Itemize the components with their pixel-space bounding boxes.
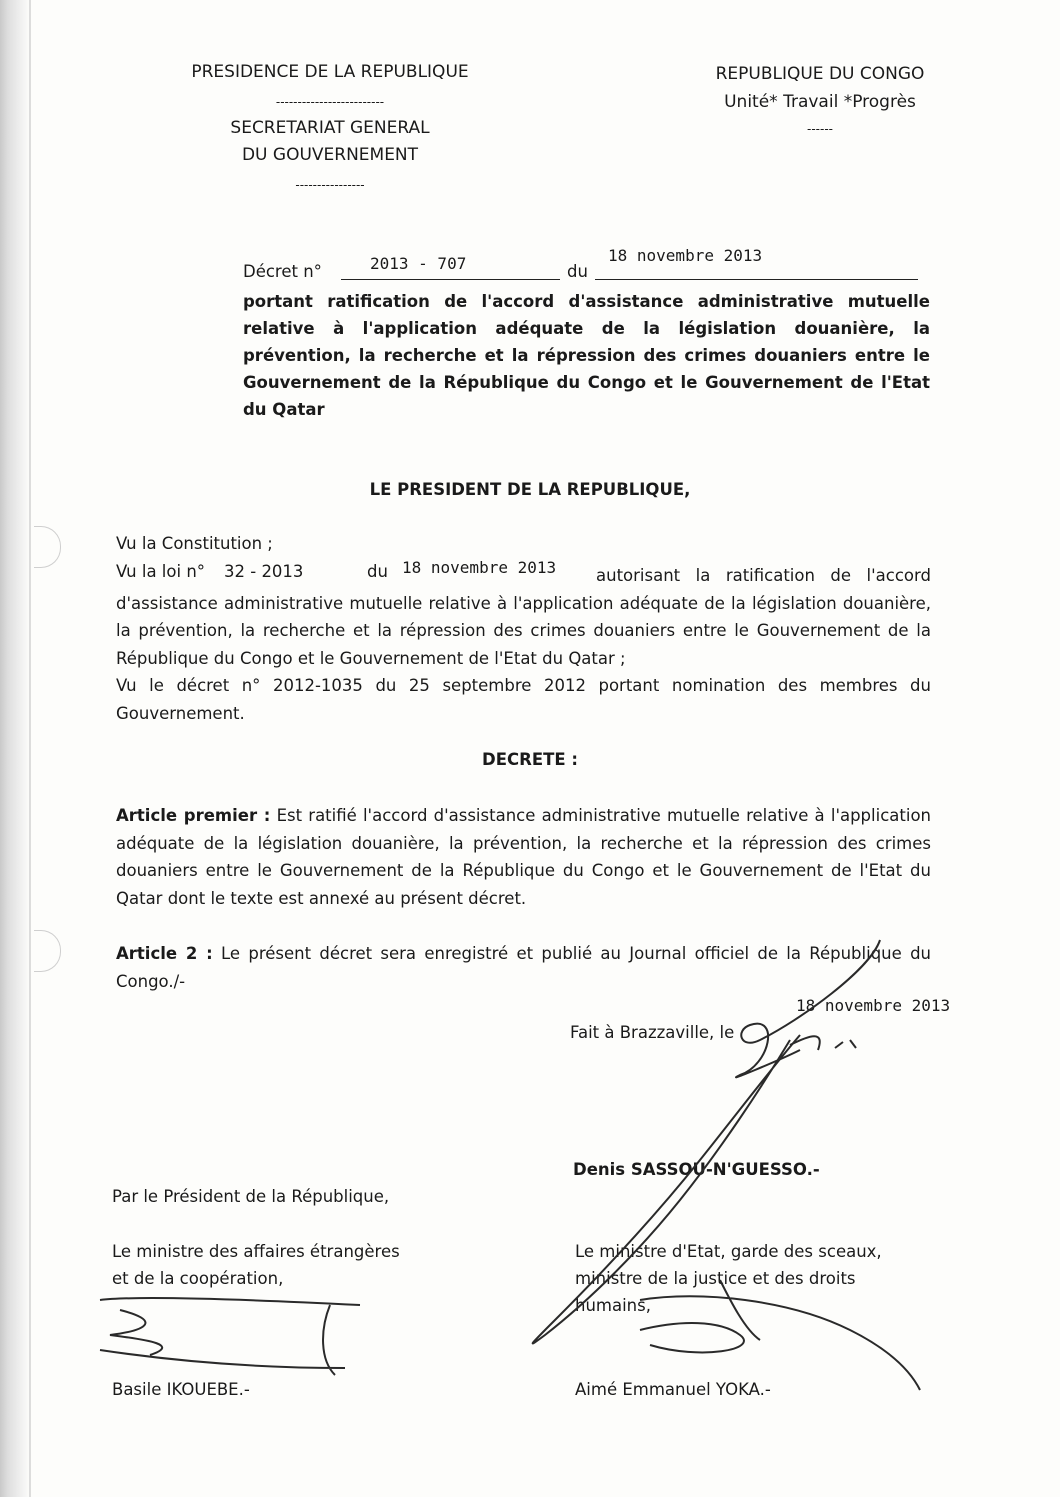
signing-place: Fait à Brazzaville, le bbox=[570, 1023, 735, 1042]
decree-subject: portant ratification de l'accord d'assistance administrative mutuelle relative à l'application adéquate de la législation douanière, la prévention, la recherche et la répression des crimes douaniers entre le Gouvernement de la République du Congo et le Gouvernement de l'Etat du Qatar bbox=[243, 292, 930, 419]
decrete-heading: DECRETE : bbox=[482, 750, 578, 769]
minister-justice-line3: humains, bbox=[575, 1296, 651, 1315]
minister-affaires-line1: Le ministre des affaires étrangères bbox=[112, 1242, 400, 1261]
visa-loi-prefix: Vu la loi n° bbox=[116, 562, 206, 581]
decree-prefix: Décret n° bbox=[243, 262, 322, 281]
header-motto: Unité* Travail *Progrès bbox=[724, 92, 916, 112]
header-secretariat: SECRETARIAT GENERAL bbox=[230, 118, 430, 138]
header-dash: ------ bbox=[807, 122, 833, 136]
decree-number: 2013 - 707 bbox=[370, 254, 467, 273]
minister-justice-line2: ministre de la justice et des droits bbox=[575, 1269, 856, 1288]
article-2-label: Article 2 : bbox=[116, 944, 213, 963]
article-premier-text: Est ratifié l'accord d'assistance administrative mutuelle relative à l'application adéquate de la législation douanière, la prévention, la recherche et la répression des crimes douaniers entre le Gouvernement de la République du Congo et le Gouvernement de l'Etat du Qatar dont le texte est annexé au présent décret. bbox=[116, 806, 931, 908]
minister-affaires-name: Basile IKOUEBE.- bbox=[112, 1380, 250, 1399]
minister-justice-name: Aimé Emmanuel YOKA.- bbox=[575, 1380, 771, 1399]
decree-du: du bbox=[567, 262, 588, 281]
visa-loi-du: du bbox=[367, 562, 388, 581]
visa-decret: Vu le décret n° 2012-1035 du 25 septembre 2012 portant nomination des membres du Gouvernement. bbox=[116, 676, 931, 723]
minister-affaires-line2: et de la coopération, bbox=[112, 1269, 284, 1288]
visa-loi-date: 18 novembre 2013 bbox=[402, 558, 557, 577]
header-dash: ------------------------- bbox=[275, 95, 385, 109]
minister-justice-line1: Le ministre d'Etat, garde des sceaux, bbox=[575, 1242, 882, 1261]
decree-date: 18 novembre 2013 bbox=[608, 246, 763, 265]
signing-date: 18 novembre 2013 bbox=[796, 996, 951, 1015]
president-heading: LE PRESIDENT DE LA REPUBLIQUE, bbox=[369, 480, 691, 499]
header-gouvernement: DU GOUVERNEMENT bbox=[241, 145, 419, 165]
president-name: Denis SASSOU-N'GUESSO.- bbox=[573, 1160, 820, 1179]
visa-loi-number: 32 - 2013 bbox=[224, 562, 304, 581]
article-2-text: Le présent décret sera enregistré et publié au Journal officiel de la République du Congo./- bbox=[116, 944, 931, 991]
header-dash: ---------------- bbox=[295, 178, 365, 192]
par-le-president: Par le Président de la République, bbox=[112, 1187, 390, 1206]
header-presidence: PRESIDENCE DE LA REPUBLIQUE bbox=[191, 62, 469, 82]
visa-constitution: Vu la Constitution ; bbox=[116, 534, 273, 553]
header-republique: REPUBLIQUE DU CONGO bbox=[715, 64, 925, 84]
article-premier-label: Article premier : bbox=[116, 806, 271, 825]
visa-loi-text: autorisant la ratification de l'accord d'assistance administrative mutuelle relative à l'application adéquate de la législation douanière, la prévention, la recherche et la répression des crimes douaniers entre le Gouvernement de la République du Congo et le Gouvernement de l'Etat du Qatar ; bbox=[116, 566, 931, 668]
